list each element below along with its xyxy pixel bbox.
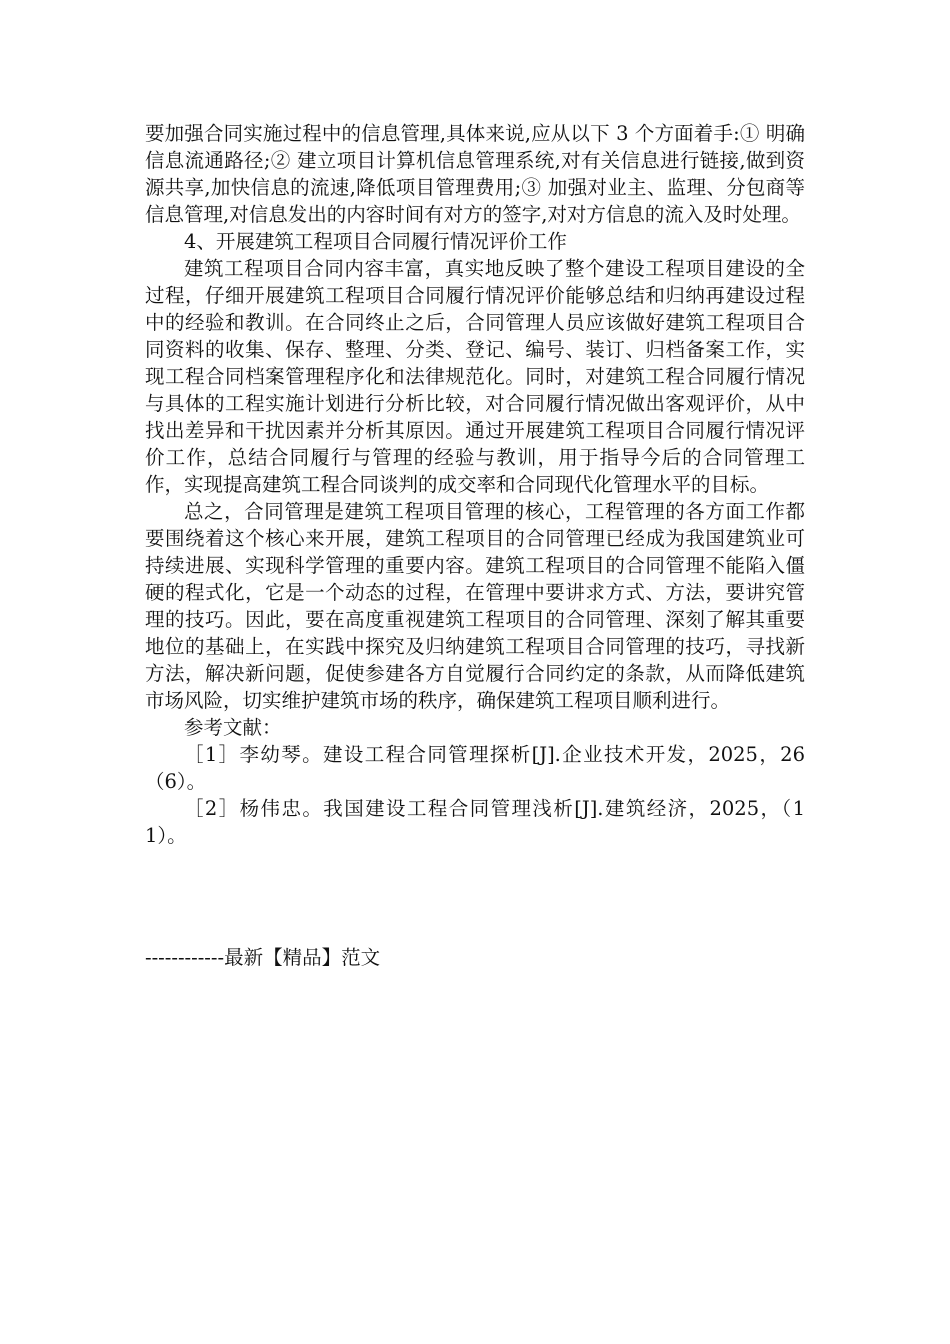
paragraph-info-management: 要加强合同实施过程中的信息管理,具体来说,应从以下 3 个方面着手:① 明确信息流通路径;② 建立项目计算机信息管理系统,对有关信息进行链接,做到资源共享,加快信息的流速,降低项目管理费用;③ 加强对业主、监理、分包商等信息管理,对信息发出的内容时间有对方的签字,对对方信息的流入及时处理。 xyxy=(145,122,805,226)
paragraph-conclusion: 总之，合同管理是建筑工程项目管理的核心，工程管理的各方面工作都要围绕着这个核心来开展，建筑工程项目的合同管理已经成为我国建筑业可持续进展、实现科学管理的重要内容。建筑工程项目的合同管理不能陷入僵硬的程式化，它是一个动态的过程，在管理中要讲求方式、方法，要讲究管理的技巧。因此，要在高度重视建筑工程项目的合同管理、深刻了解其重要地位的基础上，在实践中探究及归纳建筑工程项目合同管理的技巧，寻找新方法，解决新问题，促使参建各方自觉履行合同约定的条款，从而降低建筑市场风险，切实维护建筑市场的秩序，确保建筑工程项目顺利进行。 xyxy=(145,500,805,712)
paragraph-evaluation: 建筑工程项目合同内容丰富，真实地反映了整个建设工程项目建设的全过程，仔细开展建筑工程项目合同履行情况评价能够总结和归纳再建设过程中的经验和教训。在合同终止之后，合同管理人员应该做好建筑工程项目合同资料的收集、保存、整理、分类、登记、编号、装订、归档备案工作，实现工程合同档案管理程序化和法律规范化。同时，对建筑工程合同履行情况与具体的工程实施计划进行分析比较，对合同履行情况做出客观评价，从中找出差异和干扰因素并分析其原因。通过开展建筑工程项目合同履行情况评价工作，总结合同履行与管理的经验与教训，用于指导今后的合同管理工作，实现提高建筑工程合同谈判的成交率和合同现代化管理水平的目标。 xyxy=(145,257,805,496)
document-body xyxy=(145,120,805,849)
reference-item-1: ［1］李幼琴。建设工程合同管理探析[J].企业技术开发，2025，26（6）。 xyxy=(145,743,805,793)
reference-item-2: ［2］杨伟忠。我国建设工程合同管理浅析[J].建筑经济，2025，（11）。 xyxy=(145,797,805,847)
page-footer: ------------最新【精品】范文 xyxy=(145,946,381,969)
references-heading: 参考文献： xyxy=(184,716,282,739)
section-heading: 4、开展建筑工程项目合同履行情况评价工作 xyxy=(184,230,567,253)
